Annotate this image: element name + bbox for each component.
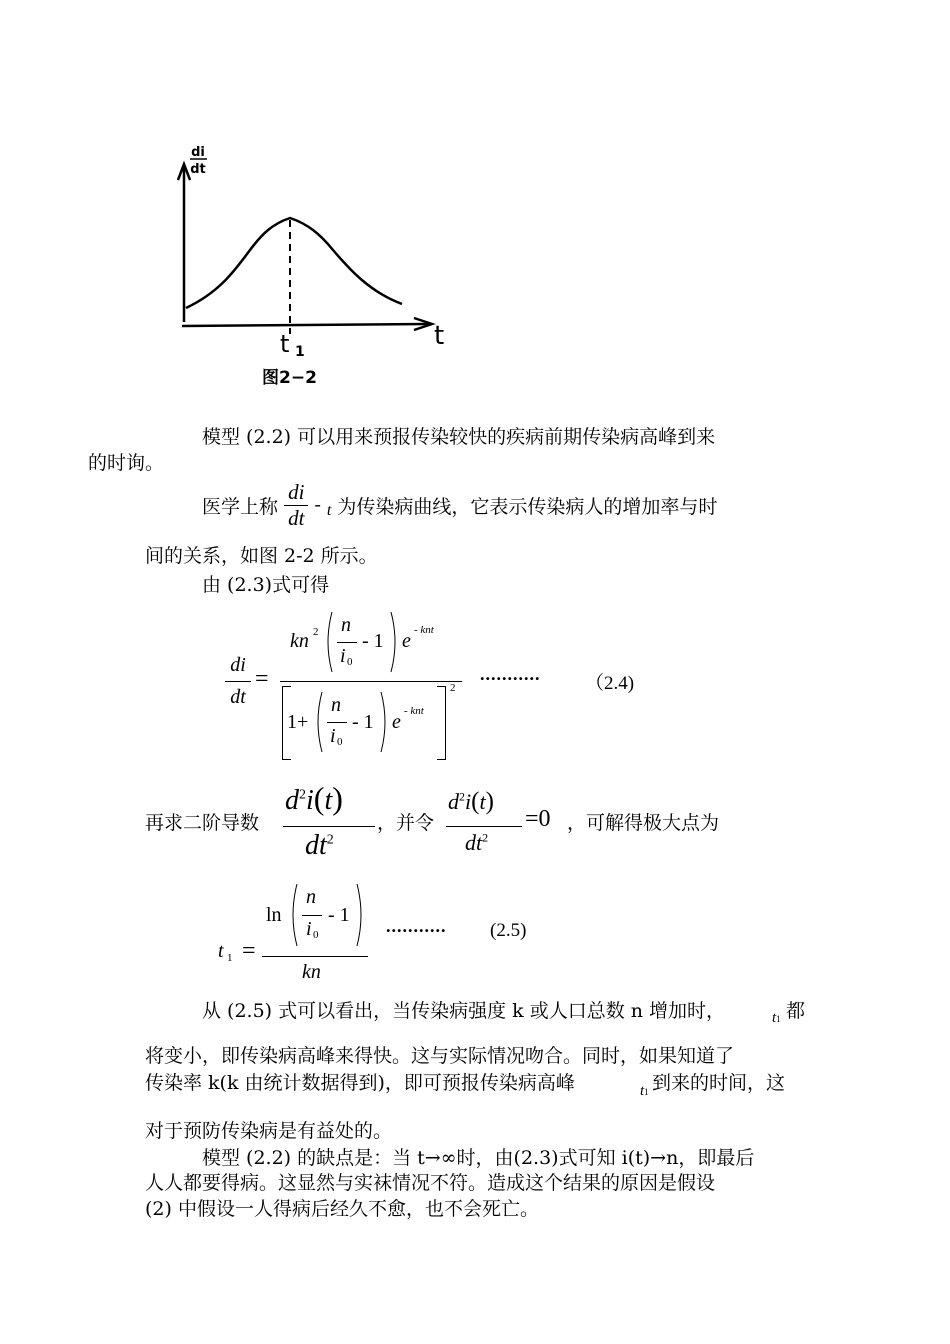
para5-t-sub: 1	[776, 1014, 781, 1024]
d2b-i: i	[465, 789, 472, 814]
figure-2-2	[140, 130, 460, 410]
para2-frac-den: dt	[288, 506, 305, 530]
eq24-num-lparen	[323, 610, 335, 674]
eq24-den-sq: 2	[450, 682, 456, 694]
equation-2-4	[225, 610, 685, 770]
para5-t1-b	[640, 1083, 649, 1100]
para2-fraction	[284, 480, 308, 531]
eq25-t-sub: 1	[227, 952, 233, 964]
d2b-lpar: (	[471, 788, 480, 815]
eq24-den-nbar	[327, 722, 347, 723]
eq25-n: n	[306, 886, 316, 908]
eq24-den-rparen	[378, 690, 390, 754]
eq24-den-e: e	[392, 711, 401, 733]
d2-frac2-num	[448, 788, 494, 816]
eq24-num-exp: - knt	[414, 624, 434, 636]
eq24-main-bar	[280, 681, 462, 682]
eq24-num-i: i	[340, 645, 346, 667]
eq25-rparen	[354, 882, 366, 948]
d2-frac2-den	[465, 830, 488, 856]
d2-lpar: (	[313, 780, 325, 816]
para6-line3: (2) 中假设一人得病后经久不愈，也不会死亡。	[145, 1198, 539, 1220]
d2b-den-sq: 2	[482, 830, 489, 845]
eq24-lhs-num: di	[230, 654, 246, 676]
eq24-den-i0: 0	[337, 736, 343, 748]
eq24-kn: kn	[290, 630, 309, 652]
eq25-number: (2.5)	[490, 920, 527, 941]
eq25-ln: ln	[266, 904, 282, 926]
para3: 由 (2.3)式可得	[202, 574, 330, 596]
para5-line4: 对于预防传染病是有益处的。	[145, 1120, 393, 1142]
eq24-den-exp: - knt	[404, 705, 424, 717]
eq24-num-rparen	[388, 610, 400, 674]
figure-caption: 图2−2	[262, 368, 317, 388]
d2b-dt: dt	[465, 830, 483, 855]
eq24-den-rbracket	[437, 686, 446, 760]
d2-i: i	[306, 785, 314, 816]
eq24-num-n: n	[341, 614, 351, 636]
para4	[145, 780, 825, 870]
d2b-t: t	[479, 789, 486, 814]
d2-frac1-bar	[283, 826, 375, 827]
eq25-nbar	[302, 915, 322, 916]
eq24-equals: =	[255, 666, 269, 692]
d2b-sq: 2	[459, 789, 465, 804]
eq24-number: （2.4)	[585, 673, 635, 694]
para5b-t-sub: 1	[644, 1087, 649, 1097]
d2-sq: 2	[299, 787, 306, 803]
eq25-i: i	[306, 918, 312, 940]
para5-line1: 从 (2.5) 式可以看出，当传染病强度 k 或人口总数 n 增加时，	[202, 1000, 726, 1022]
para5-t: t	[772, 1010, 777, 1026]
eq24-dots: ...........	[480, 664, 541, 684]
eq25-i0: 0	[313, 929, 319, 941]
para4-suffix: ，可解得极大点为	[567, 812, 720, 834]
para1	[88, 424, 810, 476]
eq25-bar	[262, 956, 368, 957]
peak-label-sub: 1	[295, 344, 305, 360]
eq24-den-n: n	[331, 694, 341, 716]
d2b-d: d	[448, 789, 459, 814]
para5-du: 都	[786, 1000, 806, 1022]
d2-t: t	[324, 785, 333, 816]
para6-line1: 模型 (2.2) 的缺点是：当 t→∞时，由(2.3)式可知 i(t)→n，即最后	[202, 1147, 755, 1169]
para5-line3a: 传染率 k(k 由统计数据得到)，即可预报传染病高峰	[145, 1072, 575, 1094]
d2-frac1-den	[305, 830, 334, 862]
eq24-den-i: i	[330, 725, 336, 747]
eq25-t: t	[218, 940, 224, 962]
eq25-minus1: - 1	[328, 904, 350, 926]
eq25-equals: =	[242, 938, 256, 964]
x-axis	[182, 324, 428, 326]
d2-frac1-num	[285, 780, 343, 817]
para5b-t: t	[640, 1083, 645, 1099]
equation-2-5	[218, 878, 578, 993]
d2-den-sq: 2	[326, 832, 334, 848]
y-axis-label-den: dt	[190, 162, 206, 177]
eq24-num-e: e	[402, 630, 411, 652]
para6-line2: 人人都要得病。这显然与实袜情况不符。造成这个结果的原因是假设	[145, 1172, 716, 1194]
y-axis-label-num: di	[191, 145, 205, 160]
para1-line1: 模型 (2.2) 可以用来预报传染较快的疾病前期传染病高峰到来	[202, 426, 716, 448]
bell-curve	[186, 218, 402, 308]
para1-line2: 的时询。	[88, 452, 165, 474]
para2-suffix: 为传染病曲线，它表示传染病人的增加率与时	[337, 496, 718, 518]
eq24-den-lparen	[313, 690, 325, 754]
para2-dash: -	[314, 494, 321, 516]
para4-prefix: 再求二阶导数	[145, 812, 260, 834]
para2-frac-num: di	[288, 480, 305, 504]
eq25-dots: ...........	[386, 916, 447, 936]
peak-label: t	[280, 330, 290, 358]
para2-prefix: 医学上称	[202, 496, 279, 518]
eq24-num-minus1: - 1	[362, 630, 384, 652]
d2-rpar: )	[332, 780, 343, 816]
eq24-den-minus1: - 1	[352, 711, 374, 733]
d2-d: d	[285, 785, 299, 816]
eq24-kn-sq: 2	[313, 626, 319, 638]
eq25-kn: kn	[302, 961, 321, 983]
x-axis-label: t	[434, 321, 445, 351]
para4-mid: ，并令	[377, 812, 435, 834]
para2-line1	[202, 480, 717, 531]
d2-dt: dt	[305, 830, 327, 861]
para5-t1	[772, 1010, 781, 1027]
eq24-den-1plus: 1+	[287, 711, 309, 733]
d2-eq0: =0	[525, 806, 551, 832]
eq24-num-nbar	[337, 642, 357, 643]
d2b-rpar: )	[485, 788, 494, 815]
para2-t: t	[326, 501, 332, 519]
d2-frac2-bar	[446, 826, 522, 827]
para5-line3b: 到来的时间，这	[652, 1072, 786, 1094]
para2-line2: 间的关系，如图 2-2 所示。	[145, 545, 378, 567]
eq24-lhs-den: dt	[230, 686, 246, 708]
eq24-lhs-bar	[225, 681, 251, 682]
para5-line2: 将变小，即传染病高峰来得快。这与实际情况吻合。同时，如果知道了	[145, 1045, 735, 1067]
eq24-num-i0: 0	[347, 656, 353, 668]
eq25-lparen	[288, 882, 300, 948]
